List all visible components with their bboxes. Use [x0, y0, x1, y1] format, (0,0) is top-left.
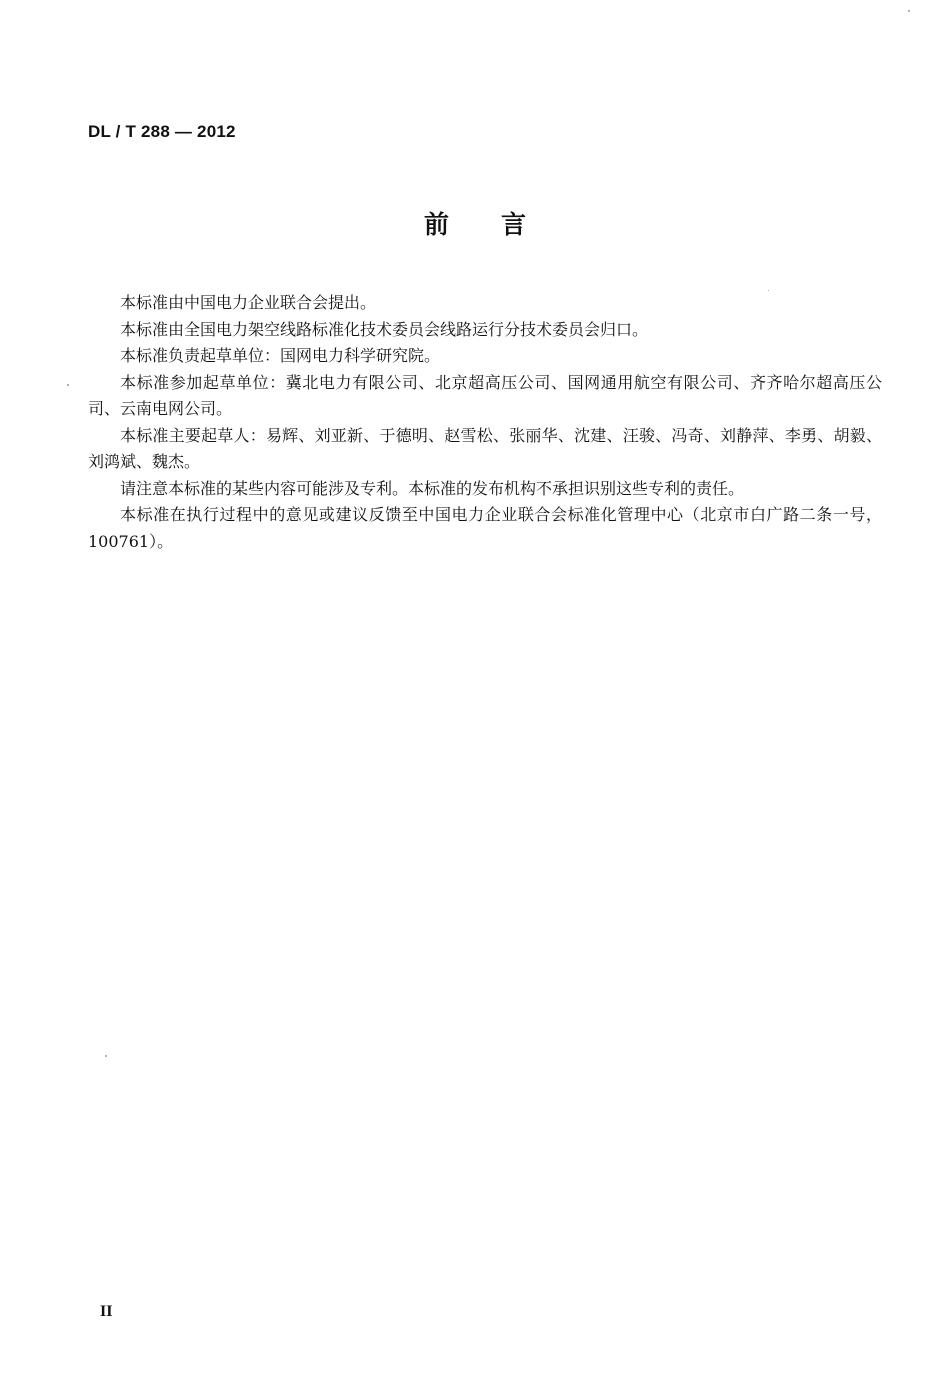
paragraph-patent-notice: 请注意本标准的某些内容可能涉及专利。本标准的发布机构不承担识别这些专利的责任。 [120, 478, 745, 498]
scan-speck [908, 10, 910, 12]
scan-speck [768, 290, 769, 291]
scan-speck [105, 1055, 107, 1057]
paragraph-participating-drafters: 本标准参加起草单位：冀北电力有限公司、北京超高压公司、国网通用航空有限公司、齐齐哈尔超高压公司、云南电网公司。 [88, 372, 882, 418]
standard-code: DL / T 288 — 2012 [88, 122, 236, 141]
paragraph-feedback: 本标准在执行过程中的意见或建议反馈至中国电力企业联合会标准化管理中心（北京市白广路二条一号，100761）。 [88, 505, 882, 551]
foreword-body [88, 290, 882, 555]
section-title: 前言 [423, 210, 578, 239]
page-number: II [100, 1303, 113, 1320]
paragraph-proposer: 本标准由中国电力企业联合会提出。 [120, 293, 377, 312]
paragraph-lead-drafter: 本标准负责起草单位：国网电力科学研究院。 [120, 346, 441, 365]
paragraph-centralized-unit: 本标准由全国电力架空线路标准化技术委员会线路运行分技术委员会归口。 [120, 319, 649, 339]
scan-speck [67, 384, 69, 386]
paragraph-main-drafters: 本标准主要起草人：易辉、刘亚新、于德明、赵雪松、张丽华、沈建、汪骏、冯奇、刘静萍、李勇、胡毅、刘鸿斌、魏杰。 [88, 425, 882, 471]
